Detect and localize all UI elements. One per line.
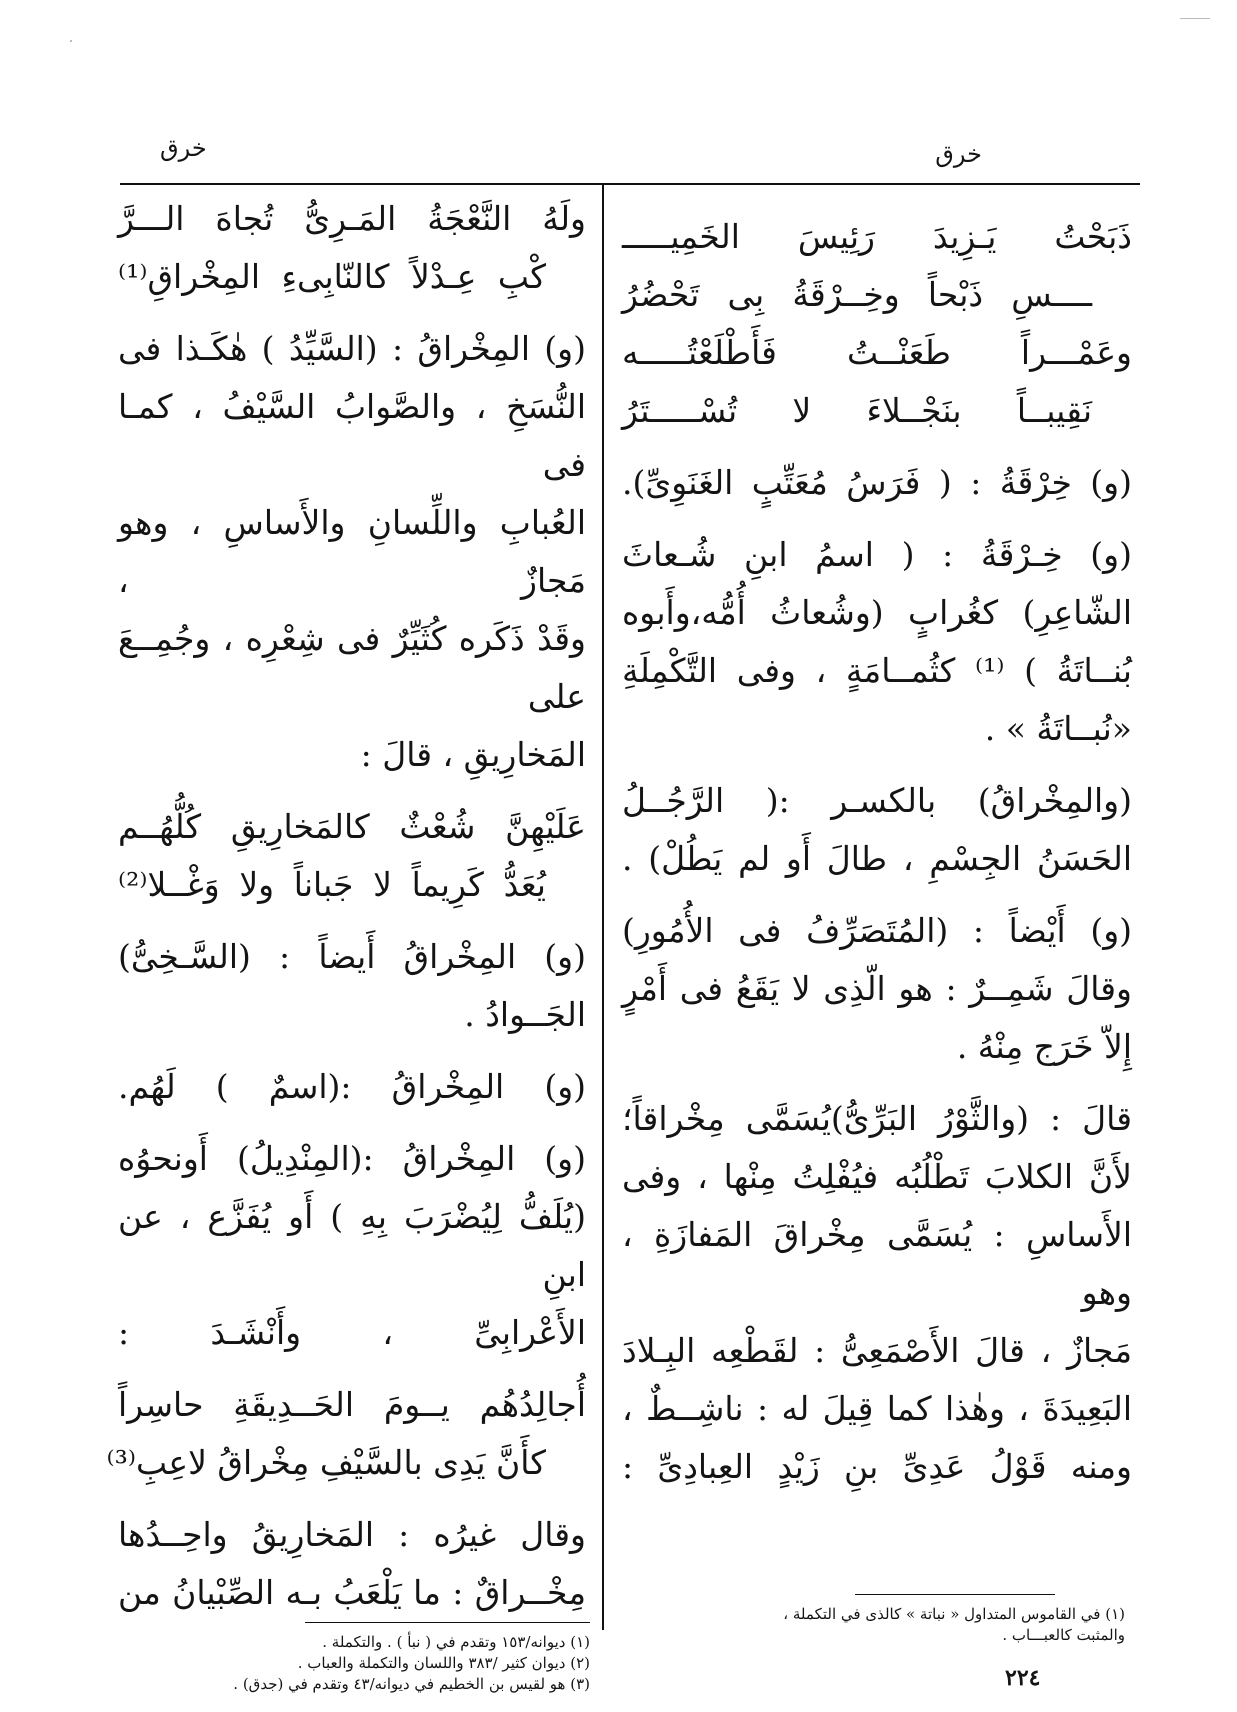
page-number: ٢٢٤ [1005,1665,1041,1691]
text-line: الحَسَنُ الجِسْمِ ، طالَ أَو لم يَطُلْ) . [622,839,1132,878]
paragraph [118,320,586,784]
text-line: «نُبــاتَةُ » . [984,709,1132,748]
header-left-word: خرق [160,134,207,162]
text-line: النُّسَخِ ، والصَّوابُ السَّيْفُ ، كمـا فى [118,387,586,484]
text-line: (و) أَيْضاً : (المُتَصَرِّفُ فى الأُمُورِ) [622,911,1132,950]
paragraph [622,902,1132,1076]
paragraph [118,1058,586,1116]
verse-line: وعَمْـــراً طَعَنْــتُ فَأَطْلَعْتُـــــه [622,333,1132,372]
verse-line: ولَهُ النَّعْجَةُ المَـرِىُّ تُجاهَ الـــرَّ [118,199,586,238]
paragraph [118,928,586,1044]
text-line: الشّاعِرِ) كغُرابٍ (وشُعاثُ أُمُّه،وأَبوه [622,593,1132,632]
left-column [106,190,586,1636]
footnote-rule-right [855,1594,1055,1595]
scan-speck [70,40,72,42]
footnotes-left [130,1632,590,1695]
text-line: (و) خِـرْقَةُ : ( اسمُ ابنِ شُـعاثَ [622,535,1132,574]
verse-line: ذَبَحْتُ يَـزِيدَ رَئِيسَ الخَمِيـــــ [622,217,1132,256]
verse-line: أُجالِدُهُم يــومَ الحَــدِيقَةِ حاسِراً [118,1385,586,1424]
verse-line: نَقِيبــاً بنَجْــلاءَ لا تُسْـــــتَرُ [622,391,1092,430]
verse-line: كْبِ عِـدْلاً كالنّابِىءِ المِخْراقِ⁽¹⁾ [118,257,546,296]
text-line: العُبابِ واللِّسانِ والأَساسِ ، وهو مَجازٌ ، [118,503,586,600]
text-line: بُنــاتَةُ ) ⁽¹⁾ كثُمــامَةٍ ، وفى التَّكْمِلَةِ [622,651,1132,690]
footnote: (١) ديوانه/١٥٣ وتقدم في ( نبأ ) . والتكملة . [322,1633,590,1651]
footnote: والمثبت كالعبـــاب . [1002,1626,1125,1644]
verse-line: عَلَيْهِنَّ شُعْثٌ كالمَخارِيقِ كُلُّهُــم [118,807,586,846]
footnote-rule-left [305,1622,590,1623]
paragraph [118,1506,586,1622]
text-line: وقالَ شَمِــرٌ : هو الّذِى لا يَقَعُ فى أَمْرٍ [622,969,1132,1008]
paragraph [622,772,1132,888]
footnote: (١) في القاموس المتداول « نباتة » كالذى في التكملة ، [783,1605,1125,1623]
text-line: (و) المِخْراقُ : (السَّيِّدُ ) هٰكَـذا فى [118,329,586,368]
text-line: الأَساسِ : يُسَمَّى مِخْراقَ المَفازَةِ ، وهو [622,1215,1132,1312]
header-rule [120,183,1140,185]
verse-block [622,208,1132,440]
text-line: (والمِخْراقُ) بالكسـر :( الرَّجُــلُ [622,781,1132,820]
text-line: ومنه قَوْلُ عَدِىِّ بنِ زَيْدٍ العِبادِىِّ : [622,1447,1132,1486]
text-line: قالَ : (والثَّوْرُ البَرِّىُّ)يُسَمَّى مِخْراقاً؛ [622,1099,1132,1138]
text-line: إِلاّ خَرَج مِنْهُ . [956,1027,1132,1066]
header-right-word: خرق [935,140,982,168]
text-line: المَخارِيقِ ، قالَ : [360,735,586,774]
text-line: البَعِيدَةَ ، وهٰذا كما قِيلَ له : ناشِــطٌ ، [622,1389,1132,1428]
right-column [622,208,1132,1510]
text-line: الجَــوادُ . [464,995,586,1034]
footnotes-right [625,1604,1125,1646]
paragraph [118,1130,586,1362]
text-line: (و) خِرْقَةُ : ( فَرَسُ مُعَتِّبٍ الغَنَوِىِّ). [622,463,1132,502]
footnote: (٢) ديوان كثير /٣٨٣ واللسان والتكملة والعباب . [297,1654,590,1672]
text-line: وقال غيرُه : المَخارِيقُ واحِــدُها [118,1515,586,1554]
text-line: وقَدْ ذَكَره كُثَيِّرٌ فى شِعْرِه ، وجُمِــعَ على [118,619,586,716]
footnote: (٣) هو لقيس بن الخطيم في ديوانه/٤٣ وتقدم في (جدق) . [233,1675,590,1693]
text-line: (و) المِخْراقُ :(المِنْدِيلُ) أَونحوُه [118,1139,586,1178]
scan-speck [1180,18,1210,19]
text-line: (يُلَفُّ لِيُضْرَبَ بِهِ ) أَو يُفَزَّع ، عن ابنِ [118,1197,586,1294]
text-line: لأَنَّ الكلابَ تَطْلُبُه فيُفْلِتُ مِنْها ، وفى [622,1157,1132,1196]
verse-line: كأَنَّ يَدِى بالسَّيْفِ مِخْراقُ لاعِبِ⁽³⁾ [106,1443,546,1482]
text-line: (و) المِخْراقُ :(اسمٌ ) لَهُم. [118,1067,586,1106]
text-line: مَجازٌ ، قالَ الأَصْمَعِىُّ : لقَطْعِه البِـلادَ [622,1331,1132,1370]
paragraph [622,1090,1132,1496]
verse-block [118,798,586,914]
paragraph [622,526,1132,758]
verse-line: ــــسِ ذَبْحاً وخِــرْقَةُ بِى تَحْضُرُ [622,275,1092,314]
text-line: (و) المِخْراقُ أَيضاً : (السَّـخِىُّ) [118,937,586,976]
verse-block [118,190,586,306]
column-divider [602,185,604,1630]
text-line: مِخْــراقٌ : ما يَلْعَبُ بـه الصِّبْيانُ من [118,1573,586,1612]
text-line: الأَعْرابِىِّ ، وأَنْشَـدَ : [118,1313,586,1352]
paragraph [622,454,1132,512]
verse-line: يُعَدُّ كَرِيماً لا جَباناً ولا وَغْــلا⁽²⁾ [118,865,546,904]
verse-block [106,1376,586,1492]
